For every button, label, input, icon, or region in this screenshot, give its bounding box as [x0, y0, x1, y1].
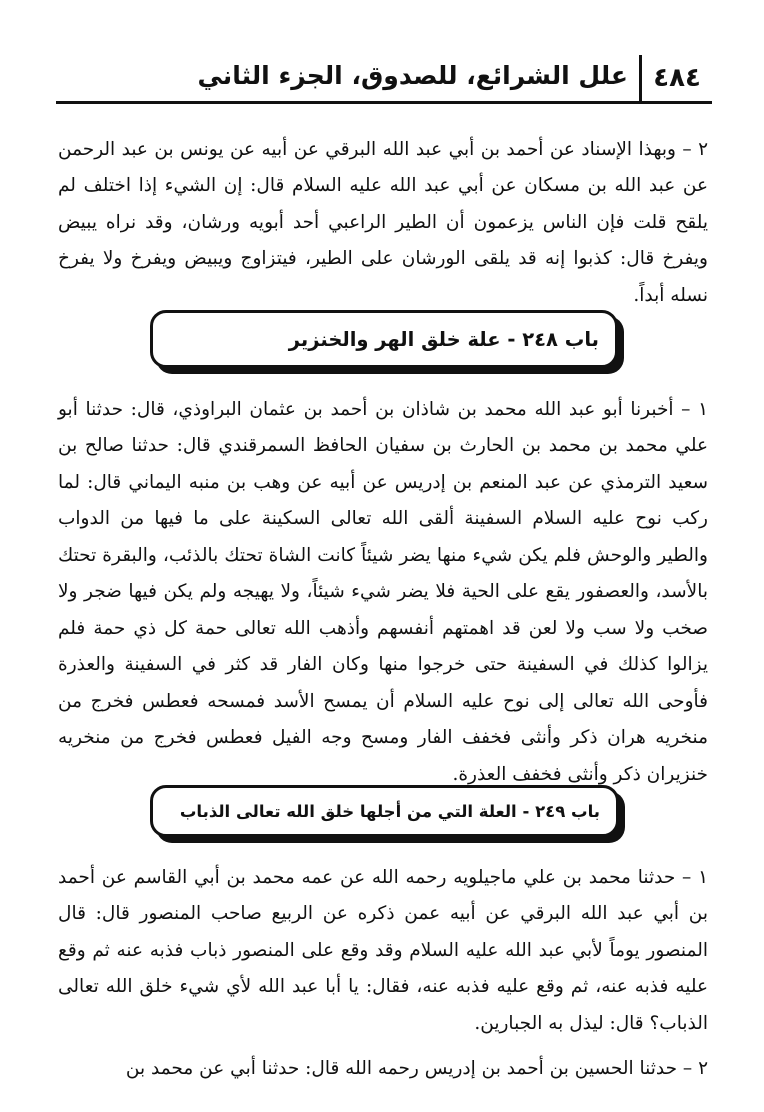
chapter-title: باب ٢٤٨ - علة خلق الهر والخنزير — [288, 327, 599, 351]
page-header — [56, 55, 712, 105]
running-title: علل الشرائع، للصدوق، الجزء الثاني — [197, 61, 628, 90]
chapter-heading-249 — [150, 785, 619, 837]
chapter-heading-248 — [150, 310, 618, 368]
hadith-paragraph: ١ – حدثنا محمد بن علي ماجيلويه رحمه الله عن عمه محمد بن أبي القاسم عن أحمد بن أبي عبد الله البرقي عن أبيه عمن ذكره عن الربيع صاحب المنصور قال: قال المنصور يوماً لأبي عبد الله عليه السلام وقد وقع على المنصور ذباب فذبه عنه ثم وقع عليه فذبه عنه، ثم وقع عليه فذبه عنه، فقال: يا أبا عبد الله لأي شيء خلق الله تعالى الذباب؟ قال: ليذل به الجبارين. — [58, 866, 708, 1034]
page-number: ٤٨٤ — [639, 55, 712, 104]
header-rule — [56, 101, 712, 104]
chapter-title: باب ٢٤٩ - العلة التي من أجلها خلق الله تعالى الذباب — [179, 801, 600, 821]
hadith-paragraph: ١ – أخبرنا أبو عبد الله محمد بن شاذان بن أحمد بن عثمان البراوذي، قال: حدثنا أبو علي محمد بن محمد بن الحارث بن سفيان الحافظ السمرقندي قال: حدثنا صالح بن سعيد الترمذي عن عبد المنعم بن إدريس عن أبيه عن وهب بن منبه اليماني قال: لما ركب نوح عليه السلام السفينة ألقى الله تعالى السكينة على ما فيها من الدواب والطير والوحش فلم يكن شيء منها يضر شيئاً كانت الشاة تحتك بالذئب، والبقرة تحتك بالأسد، والعصفور يقع على الحية فلا يضر شيء شيئاً، ولا يهيجه ولم يكن فيها ضجر ولا صخب ولا سب ولا لعن قد اهمتهم أنفسهم وأذهب الله تعالى حمة كل ذي حمة فلم يزالوا كذلك في السفينة حتى خرجوا منها وكان الفار قد كثر في السفينة والعذرة فأوحى الله تعالى إلى نوح عليه السلام أن يمسح الأسد فمسحه فعطس فخرج من منخريه هران ذكر وأنثى فخفف الفار ومسح وجه الفيل فعطس فخرج من منخريه خنزيران ذكر وأنثى فخفف العذرة. — [58, 398, 708, 785]
hadith-paragraph: ٢ – حدثنا الحسين بن أحمد بن إدريس رحمه الله قال: حدثنا أبي عن محمد بن — [125, 1057, 708, 1079]
hadith-paragraph: ٢ – وبهذا الإسناد عن أحمد بن أبي عبد الله البرقي عن أبيه عن يونس بن عبد الرحمن عن عبد الله بن مسكان عن أبي عبد الله عليه السلام قال: إن الشيء إذا اختلف لم يلقح قلت فإن الناس يزعمون أن الطير الراعبي أحد أبويه ورشان، وقد نراه يبيض ويفرخ قال: كذبوا إنه قد يلقى الورشان على الطير، فيتزاوج ويبيض ويفرخ ولا يفرخ نسله أبداً. — [58, 138, 708, 306]
